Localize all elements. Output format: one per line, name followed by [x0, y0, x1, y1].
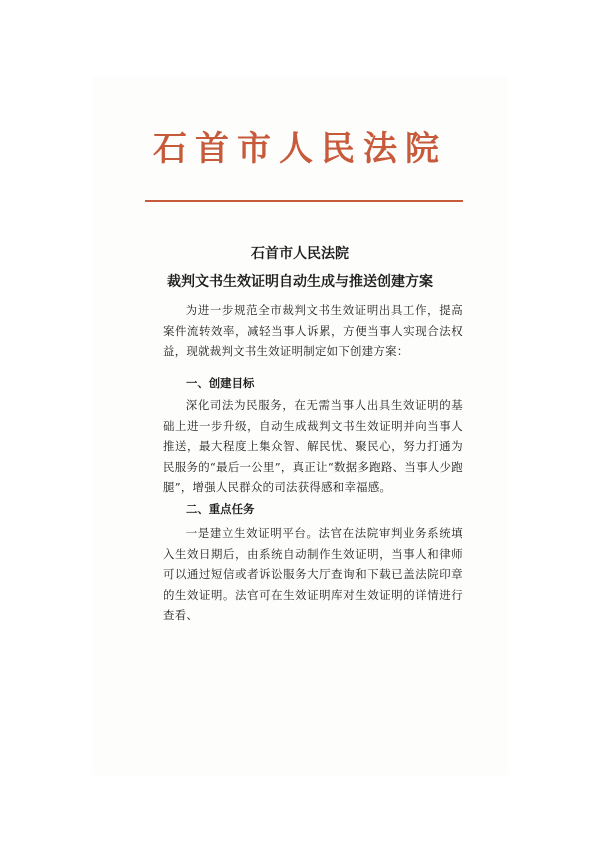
section-paragraph-goal: 深化司法为民服务，在无需当事人出具生效证明的基础上进一步升级，自动生成裁判文书生效证明并向当事人推送，最大程度上集众智、解民忧、聚民心，努力打通为民服务的“最后一公里”，真正让“数据多跑路、当事人少跑腿”，增强人民群众的司法获得感和幸福感。: [163, 398, 463, 495]
document-title: 裁判文书生效证明自动生成与推送创建方案: [167, 274, 433, 290]
intro-paragraph: 为进一步规范全市裁判文书生效证明出具工作，提高案件流转效率，减轻当事人诉累，方便当事人实现合法权益，现就裁判文书生效证明制定如下创建方案：: [163, 303, 463, 359]
document-org-line: 石首市人民法院: [251, 246, 349, 262]
section-heading-tasks: 二、重点任务: [186, 502, 255, 516]
section-heading-goal: 一、创建目标: [186, 376, 255, 390]
org-header: 石首市人民法院: [153, 129, 447, 169]
header-divider: [145, 200, 463, 202]
section-paragraph-tasks: 一是建立生效证明平台。法官在法院审判业务系统填入生效日期后，由系统自动制作生效证明，当事人和律师可以通过短信或者诉讼服务大厅查询和下载已盖法院印章的生效证明。法官可在生效证明库对生效证明的详情进行查看、: [163, 526, 463, 623]
